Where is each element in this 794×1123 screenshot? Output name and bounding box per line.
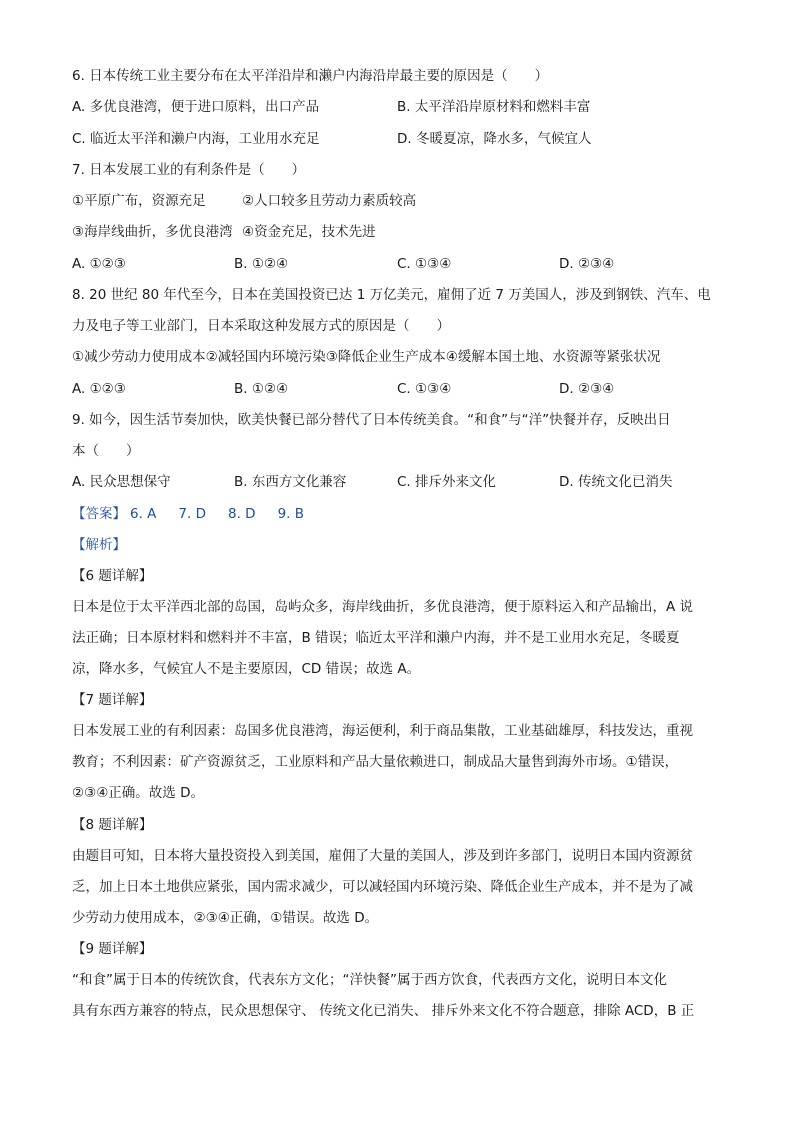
q6-option-b: B. 太平洋沿岸原材料和燃料丰富 <box>397 99 591 115</box>
q7-option-c: C. ①③④ <box>397 256 452 272</box>
answer-6: 6. A <box>130 506 157 522</box>
q9-stem-line-2: 本（ ） <box>72 443 140 459</box>
d6-line-2: 法正确；日本原材料和燃料并不丰富，B 错误；临近太平洋和濑户内海，并不是工业用水充足，冬暖夏 <box>72 630 680 646</box>
q9-option-b: B. 东西方文化兼容 <box>234 474 347 490</box>
answer-line <box>72 504 326 524</box>
q8-items: ①减少劳动力使用成本②减轻国内环境污染③降低企业生产成本④缓解本国土地、水资源等紧张状况 <box>72 349 661 365</box>
q7-option-d: D. ②③④ <box>559 256 615 272</box>
q7-item-2: ②人口较多且劳动力素质较高 <box>242 193 417 209</box>
q6-stem: 6. 日本传统工业主要分布在太平洋沿岸和濑户内海沿岸最主要的原因是（ ） <box>72 68 549 84</box>
answer-label: 【答案】 <box>72 506 126 522</box>
answer-8: 8. D <box>228 506 256 522</box>
analysis-label: 【解析】 <box>72 537 126 553</box>
q6-option-d: D. 冬暖夏凉，降水多，气候宜人 <box>397 131 592 147</box>
d7-label: 【7 题详解】 <box>72 692 153 708</box>
q8-stem-line-2: 力及电子等工业部门，日本采取这种发展方式的原因是（ ） <box>72 318 450 334</box>
answer-9: 9. B <box>277 506 305 522</box>
q6-option-c: C. 临近太平洋和濑户内海，工业用水充足 <box>72 131 320 147</box>
q7-item-3: ③海岸线曲折，多优良港湾 <box>72 224 233 240</box>
q8-option-c: C. ①③④ <box>397 381 452 397</box>
q8-stem-line-1: 8. 20 世纪 80 年代至今，日本在美国投资已达 1 万亿美元，雇佣了近 7 万美国人，涉及到钢铁、汽车、电 <box>72 287 711 303</box>
d7-line-2: 教育；不利因素：矿产资源贫乏，工业原料和产品大量依赖进口，制成品大量售到海外市场。①错误， <box>72 754 679 770</box>
d9-line-1: “和食”属于日本的传统饮食，代表东方文化；“洋快餐”属于西方饮食，代表西方文化，说明日本文化 <box>72 972 667 988</box>
q9-option-c: C. 排斥外来文化 <box>397 474 497 490</box>
d6-line-1: 日本是位于太平洋西北部的岛国，岛屿众多，海岸线曲折，多优良港湾，便于原料运入和产品输出，A 说 <box>72 599 694 615</box>
q8-option-b: B. ①②④ <box>234 381 289 397</box>
d7-line-1: 日本发展工业的有利因素：岛国多优良港湾，海运便利，利于商品集散，工业基础雄厚，科技发达，重视 <box>72 723 693 739</box>
q9-stem-line-1: 9. 如今，因生活节奏加快，欧美快餐已部分替代了日本传统美食。“和食”与“洋”快餐并存，反映出日 <box>72 412 671 428</box>
q8-option-a: A. ①②③ <box>72 381 126 397</box>
q8-option-d: D. ②③④ <box>559 381 615 397</box>
d6-line-3: 凉，降水多，气候宜人不是主要原因，CD 错误；故选 A。 <box>72 661 421 677</box>
d9-label: 【9 题详解】 <box>72 941 153 957</box>
d9-line-2: 具有东西方兼容的特点，民众思想保守、 传统文化已消失、 排斥外来文化不符合题意，排除 ACD，B 正 <box>72 1003 695 1019</box>
q7-option-a: A. ①②③ <box>72 256 126 272</box>
q7-option-b: B. ①②④ <box>234 256 289 272</box>
d6-label: 【6 题详解】 <box>72 568 153 584</box>
answer-7: 7. D <box>178 506 206 522</box>
d8-line-1: 由题目可知，日本将大量投资投入到美国，雇佣了大量的美国人，涉及到许多部门，说明日本国内资源贫 <box>72 848 693 864</box>
d8-line-2: 乏，加上日本土地供应紧张，国内需求减少，可以减轻国内环境污染、降低企业生产成本，并不是为了减 <box>72 879 693 895</box>
q6-option-a: A. 多优良港湾，便于进口原料，出口产品 <box>72 99 320 115</box>
d8-line-3: 少劳动力使用成本，②③④正确，①错误。故选 D。 <box>72 910 379 926</box>
d7-line-3: ②③④正确。故选 D。 <box>72 785 204 801</box>
q7-item-1: ①平原广布，资源充足 <box>72 193 206 209</box>
q9-option-a: A. 民众思想保守 <box>72 474 171 490</box>
q7-stem: 7. 日本发展工业的有利条件是（ ） <box>72 162 306 178</box>
q9-option-d: D. 传统文化已消失 <box>559 474 673 490</box>
d8-label: 【8 题详解】 <box>72 817 153 833</box>
q7-item-4: ④资金充足，技术先进 <box>242 224 376 240</box>
